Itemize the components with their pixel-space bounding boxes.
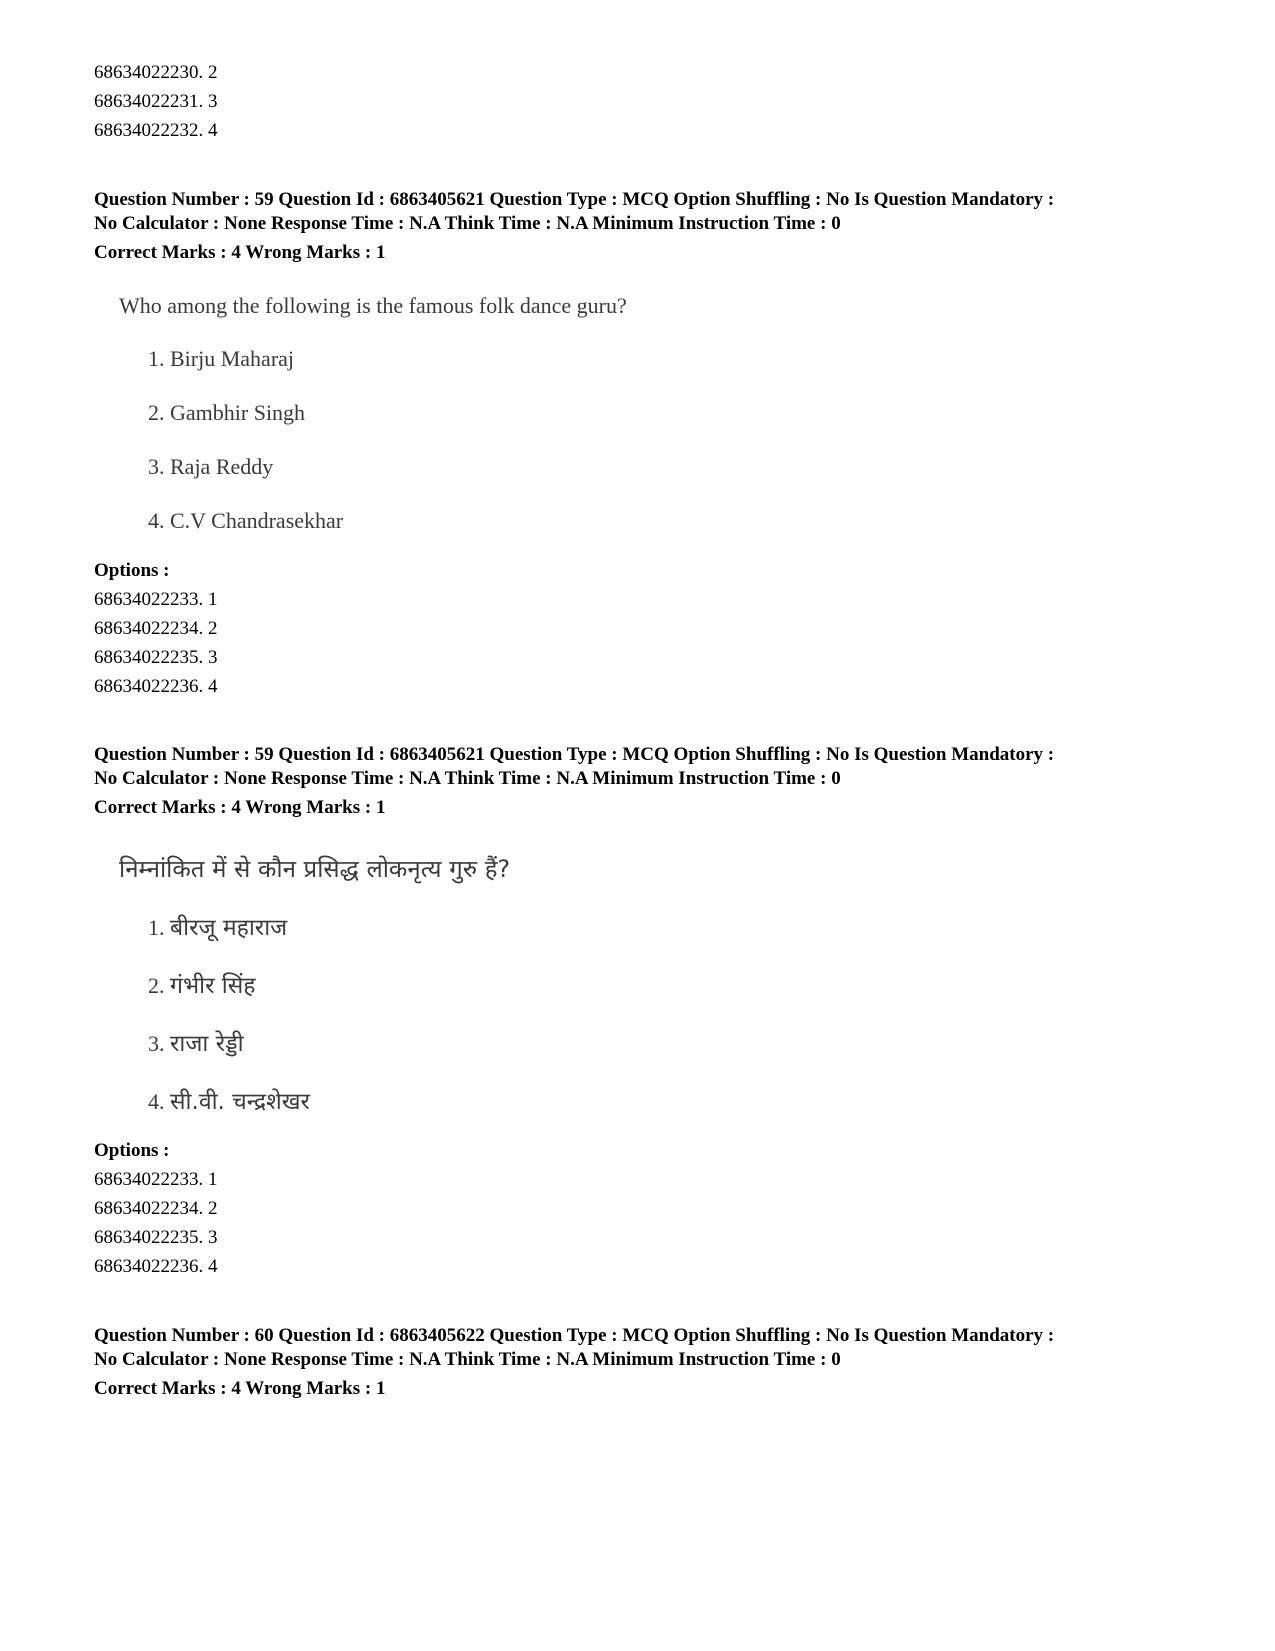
options-label: Options : [94,1140,170,1161]
option-line: 68634022236. 4 [94,676,218,697]
option-line: 68634022236. 4 [94,1256,218,1277]
options-list [94,556,218,701]
option-line: 68634022234. 2 [94,618,218,639]
marks-line: Correct Marks : 4 Wrong Marks : 1 [94,242,386,263]
marks-line: Correct Marks : 4 Wrong Marks : 1 [94,1378,386,1399]
question-text-hindi: निम्नांकित में से कौन प्रसिद्ध लोकनृत्य गुरु हैं? [119,855,511,883]
choice-text: सी.वी. चन्द्रशेखर [170,1089,310,1115]
choice-item [148,400,305,426]
choice-text: गंभीर सिंह [170,973,256,999]
choice-item [148,968,256,1000]
question-meta-line1: Question Number : 60 Question Id : 6863405622 Question Type : MCQ Option Shuffling : No Is Question Mandatory : [94,1325,1055,1346]
question-meta-line1: Question Number : 59 Question Id : 6863405621 Question Type : MCQ Option Shuffling : No Is Question Mandatory : [94,744,1055,765]
option-line: 68634022235. 3 [94,1227,218,1248]
choice-text: Gambhir Singh [170,400,306,425]
choice-item [148,454,273,480]
choice-text: C.V Chandrasekhar [170,508,344,533]
options-list [94,1136,218,1281]
choice-number: 2. [148,973,165,998]
choice-text: Raja Reddy [170,454,274,479]
marks-line: Correct Marks : 4 Wrong Marks : 1 [94,797,386,818]
question-meta-line2: No Calculator : None Response Time : N.A Think Time : N.A Minimum Instruction Time : 0 [94,1349,841,1370]
choice-text: राजा रेड्डी [170,1031,244,1057]
choice-item [148,910,287,942]
choice-number: 2. [148,400,165,425]
choice-item [148,346,294,372]
choice-number: 1. [148,346,165,371]
choice-item [148,508,343,534]
option-line: 68634022233. 1 [94,1169,218,1190]
option-line: 68634022234. 2 [94,1198,218,1219]
choice-number: 4. [148,508,165,533]
option-line: 68634022231. 3 [94,91,218,112]
option-line: 68634022230. 2 [94,62,218,83]
options-label: Options : [94,560,170,581]
choice-number: 3. [148,1031,165,1056]
choice-item [148,1084,310,1116]
choice-number: 4. [148,1089,165,1114]
question-meta-line2: No Calculator : None Response Time : N.A Think Time : N.A Minimum Instruction Time : 0 [94,213,841,234]
choice-text: Birju Maharaj [170,346,295,371]
choice-text: बीरजू महाराज [170,915,288,941]
question-meta-line1: Question Number : 59 Question Id : 6863405621 Question Type : MCQ Option Shuffling : No Is Question Mandatory : [94,189,1055,210]
choice-number: 3. [148,454,165,479]
choice-item [148,1026,244,1058]
question-meta-line2: No Calculator : None Response Time : N.A Think Time : N.A Minimum Instruction Time : 0 [94,768,841,789]
option-line: 68634022233. 1 [94,589,218,610]
option-line: 68634022232. 4 [94,120,218,141]
option-line: 68634022235. 3 [94,647,218,668]
question-text: Who among the following is the famous folk dance guru? [119,293,627,318]
choice-number: 1. [148,915,165,940]
top-options-list [94,58,218,145]
